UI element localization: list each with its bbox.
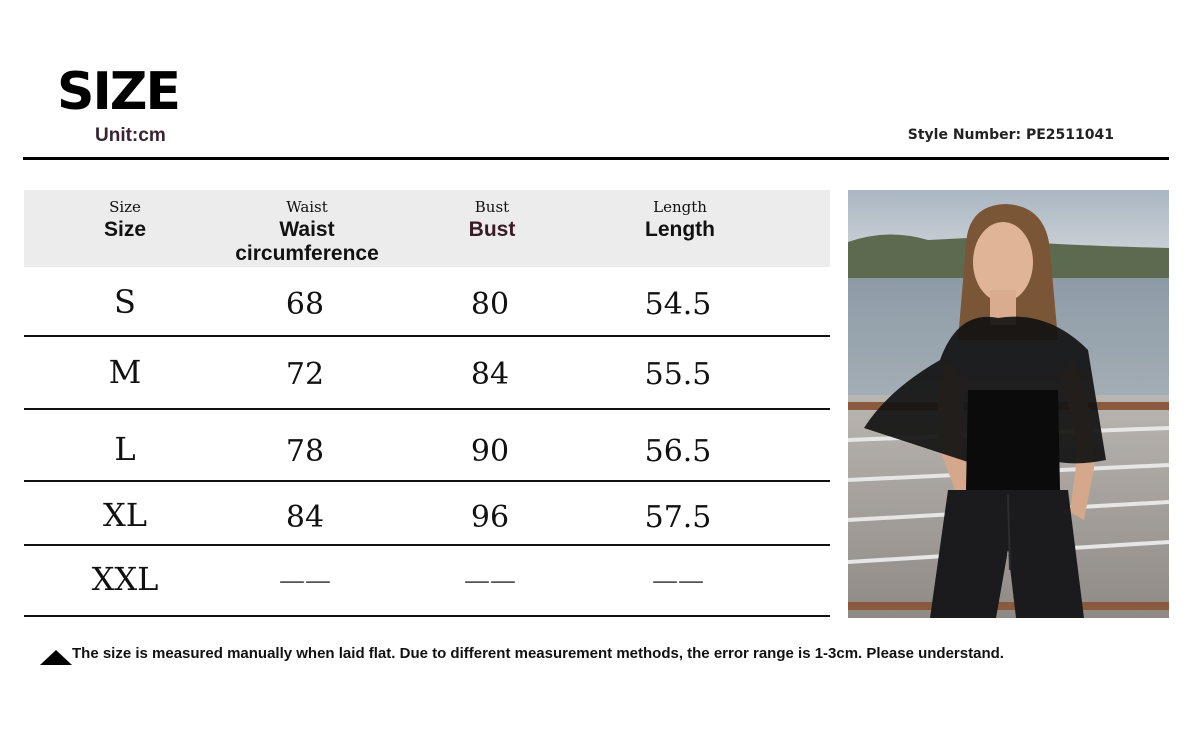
header-length-big: Length	[645, 218, 715, 241]
table-row	[24, 482, 830, 546]
unit-label: Unit:cm	[95, 125, 166, 146]
header-length	[645, 190, 715, 242]
length-cell: 54.5	[644, 287, 712, 322]
header-divider	[23, 157, 1169, 160]
header-waist	[227, 190, 387, 266]
header-bust-small: Bust	[474, 198, 510, 216]
bust-cell: ——	[464, 566, 516, 596]
header-waist-small: Waist	[286, 198, 328, 216]
table-row	[24, 337, 830, 410]
waist-cell: 68	[285, 287, 325, 322]
header-bust	[469, 190, 516, 242]
size-cell: XL	[102, 496, 148, 534]
measurement-note: The size is measured manually when laid flat. Due to different measurement methods, the error range is 1-3cm. Please understand.	[72, 645, 1004, 662]
header-size-big: Size	[103, 218, 147, 241]
waist-cell: ——	[279, 566, 331, 596]
table-row	[24, 546, 830, 617]
header-size-small: Size	[109, 198, 141, 216]
table-row	[24, 410, 830, 482]
model-photo-illustration	[848, 190, 1169, 618]
bust-cell: 96	[470, 500, 510, 535]
waist-cell: 72	[285, 357, 325, 392]
style-number: Style Number: PE2511041	[907, 127, 1114, 143]
header-length-small: Length	[653, 198, 707, 216]
size-table	[24, 190, 830, 617]
size-cell: L	[114, 430, 136, 468]
length-cell: ——	[652, 566, 704, 596]
bust-cell: 80	[470, 287, 510, 322]
bust-cell: 84	[470, 357, 510, 392]
length-cell: 57.5	[644, 500, 712, 535]
page-title: SIZE	[57, 62, 180, 122]
length-cell: 55.5	[644, 357, 712, 392]
header-size	[104, 190, 146, 242]
length-cell: 56.5	[644, 434, 712, 469]
model-photo	[848, 190, 1169, 618]
waist-cell: 84	[285, 500, 325, 535]
size-cell: S	[114, 283, 136, 321]
triangle-icon	[40, 650, 72, 665]
bust-cell: 90	[470, 434, 510, 469]
table-row	[24, 267, 830, 337]
header-bust-big: Bust	[468, 218, 516, 241]
header-waist-big: Waist circumference	[235, 218, 379, 265]
size-cell: XXL	[91, 560, 159, 598]
size-cell: M	[108, 353, 142, 391]
waist-cell: 78	[285, 434, 325, 469]
table-header	[24, 190, 830, 267]
